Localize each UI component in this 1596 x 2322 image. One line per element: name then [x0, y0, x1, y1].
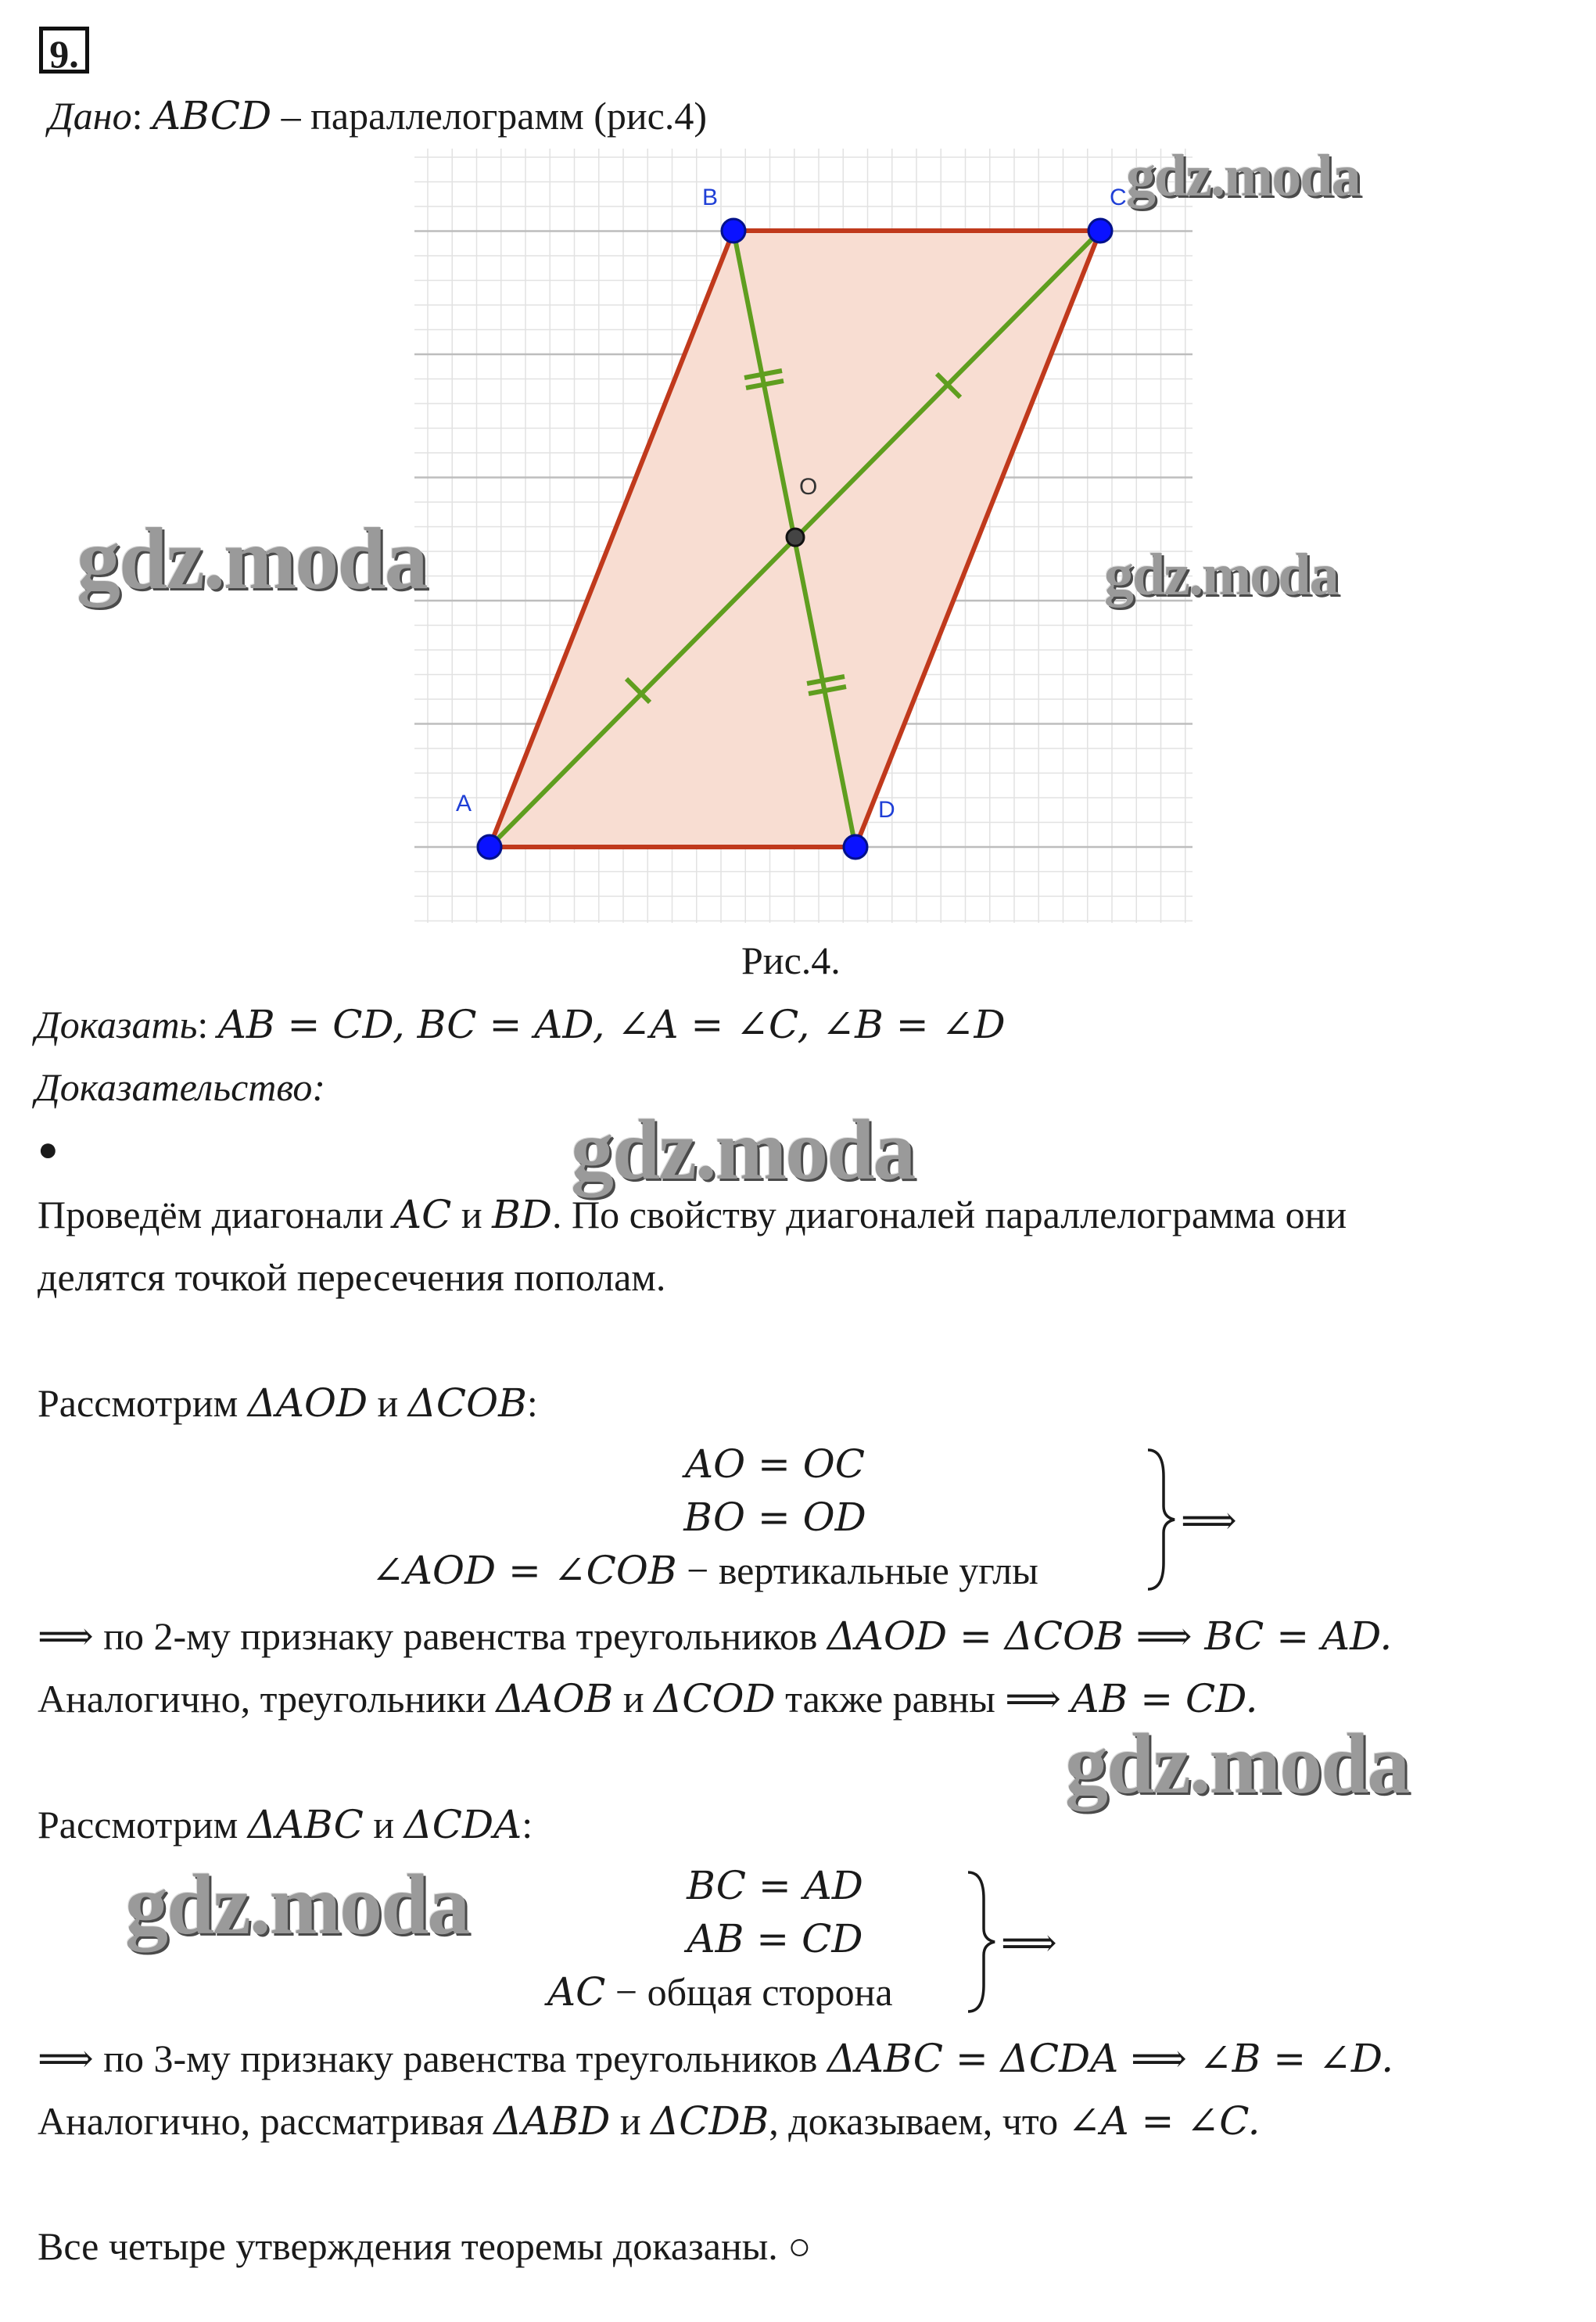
label-a: A [456, 791, 472, 816]
system2-line-3-math: AC [547, 1969, 606, 2015]
consider-1 [38, 1380, 538, 1427]
system1-line-1: AO = OC [684, 1441, 866, 1487]
anal2-and: и [610, 2099, 651, 2143]
anal1-triangle-1: ΔAOB [496, 1676, 614, 1721]
point-c [1089, 219, 1112, 242]
result-2 [38, 2035, 1393, 2082]
p1-math-bd: BD [492, 1192, 552, 1237]
figure-caption: Рис.4. [741, 938, 841, 982]
p1-text-a: Проведём диагонали [38, 1193, 393, 1236]
label-o: O [799, 474, 818, 500]
proof-heading [35, 1064, 325, 1111]
anal2-math: ∠A = ∠C. [1067, 2098, 1261, 2144]
res1-text: по 2-му признаку равенства треугольников [93, 1614, 827, 1658]
given-dash: – [281, 94, 301, 138]
system2-line-3 [547, 1968, 893, 2015]
consider1-triangle-2: ΔCOB [407, 1380, 527, 1426]
anal1-and: и [613, 1677, 655, 1721]
given-label: Дано [48, 94, 132, 138]
watermark: gdz.moda [1065, 1716, 1409, 1811]
point-b [722, 219, 745, 242]
anal1-text-a: Аналогично, треугольники [38, 1677, 497, 1721]
system1-line-2: BO = OD [683, 1495, 866, 1540]
anal1-triangle-2: ΔCOD [654, 1676, 776, 1721]
given-text: параллелограмм (рис.4) [310, 94, 708, 138]
anal1-text-b: также равны ⟹ [775, 1677, 1071, 1721]
consider-2 [38, 1801, 533, 1848]
consider2-triangle-1: ΔABC [247, 1802, 364, 1847]
watermark: gdz.moda [571, 1102, 915, 1197]
p1-math-ac: AC [393, 1192, 452, 1237]
p1-and: и [451, 1193, 493, 1236]
res1-arrow: ⟹ [38, 1614, 94, 1658]
consider1-and: и [368, 1381, 408, 1425]
bullet: ● [38, 1130, 59, 1168]
anal2-triangle-2: ΔCDB [651, 2098, 769, 2144]
result-1 [38, 1613, 1392, 1660]
anal2-text-a: Аналогично, рассматривая [38, 2099, 494, 2143]
system2-line-2: AB = CD [687, 1916, 863, 1961]
system2-line-1: BC = AD [687, 1863, 863, 1908]
consider1-colon: : [526, 1381, 538, 1425]
anal2-text-b: , доказываем, что [769, 2099, 1068, 2143]
res2-text: по 3-му признаку равенства треугольников [93, 2037, 827, 2080]
prove-colon: : [197, 1003, 209, 1046]
watermark: gdz.moda [77, 511, 427, 608]
anal1-math: AB = CD. [1071, 1676, 1258, 1721]
point-o [787, 529, 804, 546]
p1-text-b: . По свойству диагоналей параллелограмма они [551, 1193, 1347, 1236]
conclusion: Все четыре утверждения теоремы доказаны. ○ [38, 2224, 812, 2268]
consider1-triangle-1: ΔAOD [247, 1380, 368, 1426]
proof-paragraph-1-line-2: делятся точкой пересечения пополам. [38, 1255, 666, 1299]
watermark: gdz.moda [1104, 542, 1338, 608]
res1-math: ΔAOD = ΔCOB ⟹ BC = AD. [827, 1613, 1393, 1659]
label-b: B [702, 185, 719, 210]
proof-colon: : [312, 1065, 326, 1109]
system1-arrow: ⟹ [1181, 1498, 1237, 1542]
res2-math: ΔABC = ΔCDA ⟹ ∠B = ∠D. [827, 2036, 1394, 2081]
proof-label: Доказательство [35, 1065, 313, 1109]
analogous-2 [38, 2098, 1261, 2144]
consider2-text: Рассмотрим [38, 1803, 248, 1846]
label-c: C [1110, 185, 1127, 210]
system2-arrow: ⟹ [1001, 1921, 1057, 1965]
given-colon: : [131, 94, 143, 138]
anal2-triangle-1: ΔABD [493, 2098, 611, 2144]
system1-line-3-math: ∠AOD = ∠COB [371, 1548, 677, 1593]
system2-line-3-text: − общая сторона [605, 1970, 893, 2014]
point-d [844, 835, 867, 859]
consider2-triangle-2: ΔCDA [403, 1802, 522, 1847]
consider1-text: Рассмотрим [38, 1381, 248, 1425]
watermark: gdz.moda [125, 1857, 469, 1952]
system1-line-3-text: − вертикальные углы [676, 1549, 1038, 1592]
point-a [478, 835, 501, 859]
prove-label: Доказать [35, 1003, 198, 1046]
given-math: ABCD [152, 93, 272, 138]
task-number: 9. [39, 27, 89, 74]
consider2-colon: : [522, 1803, 533, 1846]
prove-line [35, 1001, 1006, 1048]
prove-math: AB = CD, BC = AD, ∠A = ∠C, ∠B = ∠D [217, 1002, 1006, 1047]
res2-arrow: ⟹ [38, 2037, 94, 2080]
label-d: D [878, 797, 895, 823]
system1-line-3 [371, 1547, 1038, 1594]
watermark: gdz.moda [1126, 143, 1360, 209]
consider2-and: и [363, 1803, 404, 1846]
